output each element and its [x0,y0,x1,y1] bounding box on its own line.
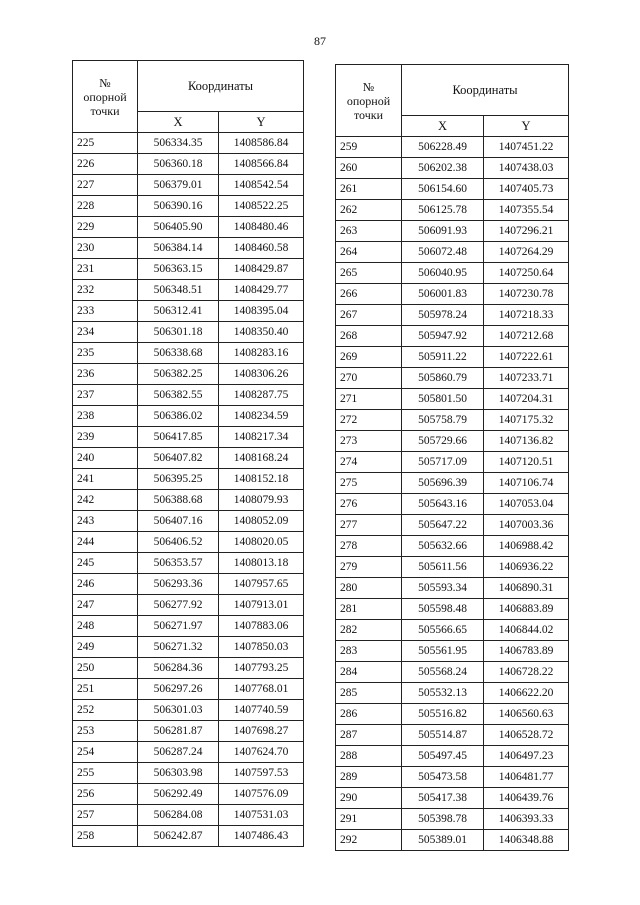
y-coordinate-cell: 1408013.18 [219,553,304,574]
y-coordinate-cell: 1406728.22 [484,662,569,683]
x-coordinate-cell: 505566.65 [402,620,484,641]
x-coordinate-cell: 506390.16 [138,196,219,217]
x-coordinate-cell: 506338.68 [138,343,219,364]
y-coordinate-cell: 1407768.01 [219,679,304,700]
y-coordinate-cell: 1407451.22 [484,137,569,158]
header-point-line: № [362,79,375,94]
point-number-cell: 281 [336,599,402,620]
point-number-cell: 266 [336,284,402,305]
table-row [336,725,569,746]
y-coordinate-cell: 1406844.02 [484,620,569,641]
table-row [73,175,304,196]
y-coordinate-cell: 1408287.75 [219,385,304,406]
table-row [73,763,304,784]
table-row [73,238,304,259]
point-number-cell: 290 [336,788,402,809]
table-row [73,742,304,763]
y-coordinate-cell: 1408350.40 [219,322,304,343]
y-coordinate-cell: 1408429.77 [219,280,304,301]
x-coordinate-cell: 506334.35 [138,133,219,154]
y-coordinate-cell: 1407531.03 [219,805,304,826]
point-number-cell: 274 [336,452,402,473]
x-coordinate-cell: 506395.25 [138,469,219,490]
point-number-cell: 227 [73,175,138,196]
y-coordinate-cell: 1407204.31 [484,389,569,410]
table-row [336,830,569,851]
table-row [336,137,569,158]
point-number-cell: 258 [73,826,138,847]
point-number-cell: 256 [73,784,138,805]
y-coordinate-cell: 1408395.04 [219,301,304,322]
point-number-cell: 272 [336,410,402,431]
y-coordinate-cell: 1407576.09 [219,784,304,805]
point-number-cell: 226 [73,154,138,175]
table-row [336,200,569,221]
x-coordinate-cell: 505860.79 [402,368,484,389]
table-row [73,721,304,742]
x-coordinate-cell: 505514.87 [402,725,484,746]
table-row [73,406,304,427]
table-row [336,473,569,494]
x-coordinate-cell: 506287.24 [138,742,219,763]
x-coordinate-cell: 506301.03 [138,700,219,721]
header-point-line: опорной [83,89,127,104]
table-row [73,469,304,490]
point-number-cell: 263 [336,221,402,242]
x-coordinate-cell: 505717.09 [402,452,484,473]
y-coordinate-cell: 1408460.58 [219,238,304,259]
header-point-line: точки [353,107,384,122]
point-number-cell: 225 [73,133,138,154]
table-row [73,259,304,280]
x-coordinate-cell: 506040.95 [402,263,484,284]
y-coordinate-cell: 1407793.25 [219,658,304,679]
x-coordinate-cell: 505398.78 [402,809,484,830]
point-number-cell: 283 [336,641,402,662]
y-coordinate-cell: 1407218.33 [484,305,569,326]
x-coordinate-cell: 506348.51 [138,280,219,301]
y-coordinate-cell: 1408020.05 [219,532,304,553]
table-row [73,427,304,448]
point-number-cell: 253 [73,721,138,742]
table-row [336,326,569,347]
x-coordinate-cell: 505758.79 [402,410,484,431]
point-number-cell: 265 [336,263,402,284]
y-coordinate-cell: 1407438.03 [484,158,569,179]
y-coordinate-cell: 1406560.63 [484,704,569,725]
table-row [73,616,304,637]
y-coordinate-cell: 1408217.34 [219,427,304,448]
point-number-cell: 288 [336,746,402,767]
y-coordinate-cell: 1407850.03 [219,637,304,658]
point-number-cell: 275 [336,473,402,494]
table-row [73,574,304,595]
point-number-cell: 257 [73,805,138,826]
x-coordinate-cell: 506228.49 [402,137,484,158]
point-number-cell: 232 [73,280,138,301]
table-row [336,389,569,410]
table-row [336,158,569,179]
table-row [73,658,304,679]
point-number-cell: 268 [336,326,402,347]
table-row [336,242,569,263]
x-coordinate-cell: 506277.92 [138,595,219,616]
x-coordinate-cell: 505643.16 [402,494,484,515]
table-row [73,448,304,469]
point-number-cell: 243 [73,511,138,532]
table-row [336,284,569,305]
point-number-cell: 237 [73,385,138,406]
header-point-number [73,61,138,133]
x-coordinate-cell: 505417.38 [402,788,484,809]
y-coordinate-cell: 1406528.72 [484,725,569,746]
table-row [73,490,304,511]
x-coordinate-cell: 506091.93 [402,221,484,242]
point-number-cell: 241 [73,469,138,490]
point-number-cell: 271 [336,389,402,410]
x-coordinate-cell: 506292.49 [138,784,219,805]
table-row [73,700,304,721]
point-number-cell: 273 [336,431,402,452]
header-x: X [138,112,219,133]
x-coordinate-cell: 505593.34 [402,578,484,599]
x-coordinate-cell: 505632.66 [402,536,484,557]
x-coordinate-cell: 505978.24 [402,305,484,326]
table-row [336,410,569,431]
x-coordinate-cell: 506202.38 [402,158,484,179]
y-coordinate-cell: 1406393.33 [484,809,569,830]
point-number-cell: 279 [336,557,402,578]
point-number-cell: 292 [336,830,402,851]
y-coordinate-cell: 1407913.01 [219,595,304,616]
point-number-cell: 246 [73,574,138,595]
x-coordinate-cell: 506382.25 [138,364,219,385]
point-number-cell: 249 [73,637,138,658]
x-coordinate-cell: 506125.78 [402,200,484,221]
point-number-cell: 278 [336,536,402,557]
table-row [336,347,569,368]
point-number-cell: 251 [73,679,138,700]
x-coordinate-cell: 505647.22 [402,515,484,536]
y-coordinate-cell: 1408566.84 [219,154,304,175]
point-number-cell: 244 [73,532,138,553]
y-coordinate-cell: 1407120.51 [484,452,569,473]
point-number-cell: 245 [73,553,138,574]
point-number-cell: 282 [336,620,402,641]
table-row [73,532,304,553]
table-row [73,343,304,364]
coordinates-table-right [335,64,569,851]
table-row [336,683,569,704]
x-coordinate-cell: 506407.82 [138,448,219,469]
y-coordinate-cell: 1407250.64 [484,263,569,284]
table-row [336,368,569,389]
point-number-cell: 239 [73,427,138,448]
point-number-cell: 285 [336,683,402,704]
x-coordinate-cell: 505947.92 [402,326,484,347]
table-row [73,133,304,154]
header-coordinates: Координаты [402,65,569,116]
x-coordinate-cell: 506363.15 [138,259,219,280]
header-point-line: опорной [346,93,391,108]
y-coordinate-cell: 1407222.61 [484,347,569,368]
table-row [73,784,304,805]
x-coordinate-cell: 506001.83 [402,284,484,305]
point-number-cell: 234 [73,322,138,343]
x-coordinate-cell: 505911.22 [402,347,484,368]
point-number-cell: 255 [73,763,138,784]
x-coordinate-cell: 506271.32 [138,637,219,658]
x-coordinate-cell: 506072.48 [402,242,484,263]
x-coordinate-cell: 506154.60 [402,179,484,200]
x-coordinate-cell: 506242.87 [138,826,219,847]
point-number-cell: 240 [73,448,138,469]
point-number-cell: 260 [336,158,402,179]
y-coordinate-cell: 1408542.54 [219,175,304,196]
table-row [336,305,569,326]
table-row [73,154,304,175]
x-coordinate-cell: 506293.36 [138,574,219,595]
point-number-cell: 270 [336,368,402,389]
point-number-cell: 242 [73,490,138,511]
y-coordinate-cell: 1408079.93 [219,490,304,511]
x-coordinate-cell: 505561.95 [402,641,484,662]
y-coordinate-cell: 1408429.87 [219,259,304,280]
x-coordinate-cell: 505729.66 [402,431,484,452]
x-coordinate-cell: 505801.50 [402,389,484,410]
y-coordinate-cell: 1407106.74 [484,473,569,494]
x-coordinate-cell: 505516.82 [402,704,484,725]
table-row [73,637,304,658]
table-row [73,385,304,406]
table-row [73,511,304,532]
y-coordinate-cell: 1407233.71 [484,368,569,389]
table-row [73,553,304,574]
point-number-cell: 238 [73,406,138,427]
point-number-cell: 291 [336,809,402,830]
table-row [336,788,569,809]
table-row [73,826,304,847]
coordinates-table-left [72,60,304,847]
table-row [73,322,304,343]
y-coordinate-cell: 1407740.59 [219,700,304,721]
point-number-cell: 228 [73,196,138,217]
y-coordinate-cell: 1407212.68 [484,326,569,347]
y-coordinate-cell: 1408306.26 [219,364,304,385]
x-coordinate-cell: 505473.58 [402,767,484,788]
x-coordinate-cell: 506281.87 [138,721,219,742]
x-coordinate-cell: 506382.55 [138,385,219,406]
point-number-cell: 289 [336,767,402,788]
table-row [336,452,569,473]
table-row [336,557,569,578]
point-number-cell: 262 [336,200,402,221]
table-row [336,620,569,641]
x-coordinate-cell: 506271.97 [138,616,219,637]
x-coordinate-cell: 506312.41 [138,301,219,322]
header-coordinates: Координаты [138,61,304,112]
y-coordinate-cell: 1407883.06 [219,616,304,637]
y-coordinate-cell: 1406783.89 [484,641,569,662]
table-row [336,263,569,284]
y-coordinate-cell: 1407597.53 [219,763,304,784]
table-row [73,805,304,826]
y-coordinate-cell: 1407003.36 [484,515,569,536]
x-coordinate-cell: 505611.56 [402,557,484,578]
y-coordinate-cell: 1406890.31 [484,578,569,599]
table-row [336,431,569,452]
point-number-cell: 269 [336,347,402,368]
point-number-cell: 231 [73,259,138,280]
table-row [336,809,569,830]
header-x: X [402,116,484,137]
header-point-line: № [99,75,111,90]
table-row [73,679,304,700]
point-number-cell: 236 [73,364,138,385]
table-row [336,767,569,788]
x-coordinate-cell: 506406.52 [138,532,219,553]
point-number-cell: 247 [73,595,138,616]
x-coordinate-cell: 505696.39 [402,473,484,494]
header-point-number [336,65,402,137]
point-number-cell: 233 [73,301,138,322]
x-coordinate-cell: 505497.45 [402,746,484,767]
point-number-cell: 277 [336,515,402,536]
x-coordinate-cell: 506407.16 [138,511,219,532]
y-coordinate-cell: 1406622.20 [484,683,569,704]
y-coordinate-cell: 1407624.70 [219,742,304,763]
x-coordinate-cell: 506284.36 [138,658,219,679]
table-row [73,364,304,385]
table-row [73,196,304,217]
point-number-cell: 286 [336,704,402,725]
x-coordinate-cell: 506360.18 [138,154,219,175]
table-row [73,217,304,238]
point-number-cell: 287 [336,725,402,746]
x-coordinate-cell: 506386.02 [138,406,219,427]
header-y: Y [219,112,304,133]
y-coordinate-cell: 1407405.73 [484,179,569,200]
x-coordinate-cell: 506379.01 [138,175,219,196]
table-row [336,578,569,599]
point-number-cell: 259 [336,137,402,158]
x-coordinate-cell: 506384.14 [138,238,219,259]
point-number-cell: 261 [336,179,402,200]
point-number-cell: 230 [73,238,138,259]
x-coordinate-cell: 506405.90 [138,217,219,238]
y-coordinate-cell: 1408168.24 [219,448,304,469]
x-coordinate-cell: 505532.13 [402,683,484,704]
y-coordinate-cell: 1406439.76 [484,788,569,809]
table-row [336,494,569,515]
y-coordinate-cell: 1408480.46 [219,217,304,238]
point-number-cell: 276 [336,494,402,515]
y-coordinate-cell: 1407136.82 [484,431,569,452]
y-coordinate-cell: 1406497.23 [484,746,569,767]
point-number-cell: 280 [336,578,402,599]
y-coordinate-cell: 1407053.04 [484,494,569,515]
header-y: Y [484,116,569,137]
y-coordinate-cell: 1407486.43 [219,826,304,847]
y-coordinate-cell: 1407264.29 [484,242,569,263]
y-coordinate-cell: 1407355.54 [484,200,569,221]
x-coordinate-cell: 505389.01 [402,830,484,851]
point-number-cell: 250 [73,658,138,679]
x-coordinate-cell: 506301.18 [138,322,219,343]
table-row [336,599,569,620]
table-row [336,515,569,536]
x-coordinate-cell: 506284.08 [138,805,219,826]
y-coordinate-cell: 1408522.25 [219,196,304,217]
y-coordinate-cell: 1406481.77 [484,767,569,788]
y-coordinate-cell: 1406988.42 [484,536,569,557]
y-coordinate-cell: 1408283.16 [219,343,304,364]
point-number-cell: 254 [73,742,138,763]
table-row [336,641,569,662]
table-row [336,221,569,242]
y-coordinate-cell: 1407296.21 [484,221,569,242]
x-coordinate-cell: 506303.98 [138,763,219,784]
page-number: 87 [314,34,326,48]
y-coordinate-cell: 1408152.18 [219,469,304,490]
y-coordinate-cell: 1408052.09 [219,511,304,532]
table-row [73,280,304,301]
point-number-cell: 252 [73,700,138,721]
y-coordinate-cell: 1408234.59 [219,406,304,427]
y-coordinate-cell: 1406936.22 [484,557,569,578]
point-number-cell: 229 [73,217,138,238]
x-coordinate-cell: 506417.85 [138,427,219,448]
table-row [73,301,304,322]
y-coordinate-cell: 1407230.78 [484,284,569,305]
point-number-cell: 264 [336,242,402,263]
x-coordinate-cell: 506388.68 [138,490,219,511]
x-coordinate-cell: 505568.24 [402,662,484,683]
y-coordinate-cell: 1406348.88 [484,830,569,851]
table-row [336,179,569,200]
x-coordinate-cell: 506353.57 [138,553,219,574]
point-number-cell: 267 [336,305,402,326]
point-number-cell: 284 [336,662,402,683]
table-row [336,704,569,725]
y-coordinate-cell: 1407698.27 [219,721,304,742]
point-number-cell: 248 [73,616,138,637]
table-row [73,595,304,616]
y-coordinate-cell: 1408586.84 [219,133,304,154]
x-coordinate-cell: 505598.48 [402,599,484,620]
y-coordinate-cell: 1407957.65 [219,574,304,595]
table-row [336,746,569,767]
x-coordinate-cell: 506297.26 [138,679,219,700]
y-coordinate-cell: 1406883.89 [484,599,569,620]
y-coordinate-cell: 1407175.32 [484,410,569,431]
header-point-line: точки [90,103,120,118]
table-row [336,662,569,683]
point-number-cell: 235 [73,343,138,364]
table-row [336,536,569,557]
